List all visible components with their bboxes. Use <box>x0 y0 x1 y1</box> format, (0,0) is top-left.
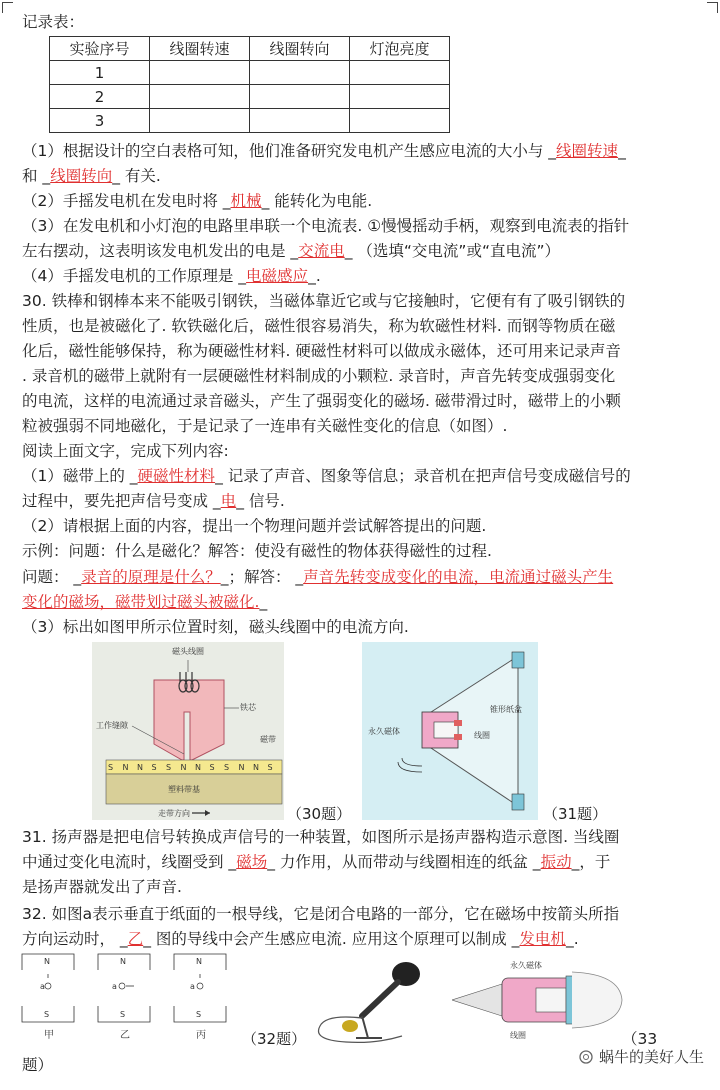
q30-line7: 阅读上面文字，完成下列内容: <box>22 442 229 460</box>
cone-label: 锥形纸盆 <box>490 705 522 714</box>
south-pole-label: S <box>120 1010 126 1019</box>
q30-example: 示例：问题：什么是磁化？解答：使没有磁性的物体获得磁性的过程. <box>22 542 492 560</box>
text: _. <box>308 267 321 285</box>
pole-label: S <box>108 763 114 772</box>
text: _，于 <box>571 853 611 871</box>
q30-sub3: （3）标出如图甲所示位置时刻，磁头线圈中的电流方向. <box>22 618 409 636</box>
pole-label: N <box>180 763 187 772</box>
text: _ <box>259 593 268 611</box>
q30-line5: 的电流，这样的电流通过录音磁头，产生了强弱变化的磁场. 磁带滑过时，磁带上的小颗 <box>22 392 621 410</box>
answer: 线圈转向 <box>50 167 113 185</box>
magnet-label: 永久磁体 <box>368 727 400 736</box>
table-cell <box>250 85 350 109</box>
text: 中通过变化电流时，线圈受到 _ <box>22 853 237 871</box>
q30-line4: . 录音机的磁带上就附有一层硬磁性材料制成的小颗粒. 录音时，声音先转变成强弱变化 <box>22 367 616 385</box>
tape-label: 磁带 <box>260 735 276 744</box>
corner-mark-right <box>707 2 718 13</box>
record-title: 记录表： <box>22 13 85 31</box>
caption-33-b: 题） <box>22 1056 54 1074</box>
coil-label: 线圈 <box>510 1031 526 1040</box>
q29-part2 <box>22 190 372 212</box>
q29-part4 <box>22 265 321 287</box>
cone-edge-bottom <box>512 794 524 810</box>
panel-label: 乙 <box>120 1030 130 1041</box>
table-cell <box>250 109 350 133</box>
text: _ 信号. <box>236 492 285 510</box>
pole-label: S <box>267 763 273 772</box>
figure-30-magnetic-head <box>92 642 284 820</box>
q29-part3-line2 <box>22 240 560 262</box>
caption-30: （30题） <box>287 805 352 823</box>
q32-line2 <box>22 928 579 950</box>
text: （1）根据设计的空白表格可知，他们准备研究发电机产生感应电流的大小与 _ <box>22 142 557 160</box>
pole-label: S <box>151 763 157 772</box>
text: （4）手摇发电机的工作原理是 _ <box>22 267 247 285</box>
record-table <box>49 36 450 133</box>
watermark-text: 蜗牛的美好人生 <box>598 1048 704 1066</box>
answer: 交流电 <box>298 242 345 260</box>
text: 左右摆动，这表明该发电机发出的电是 _ <box>22 242 299 260</box>
pole-label: N <box>238 763 245 772</box>
q30-sub1-line1 <box>22 465 631 487</box>
corner-mark-left <box>2 2 13 13</box>
panel-bing <box>174 954 226 1041</box>
pole-label: S <box>209 763 215 772</box>
wire-icon <box>119 983 125 989</box>
pole-label: N <box>137 763 143 772</box>
q30-line1: 30. 铁棒和钢棒本来不能吸引钢铁，当磁体靠近它或与它接触时，它便有有了吸引钢铁的 <box>22 292 626 310</box>
panel-jia <box>22 954 74 1041</box>
gap-label: 工作缝隙 <box>96 721 128 730</box>
text: _；解答： _ <box>220 568 304 586</box>
table-cell <box>150 61 250 85</box>
answer: 录音的原理是什么？ <box>81 568 221 586</box>
answer: 乙 <box>127 930 144 948</box>
wire-label: a <box>40 982 45 991</box>
panel-label: 丙 <box>196 1030 206 1041</box>
table-header-row <box>50 37 450 61</box>
snail-icon <box>577 1049 595 1065</box>
text: 过程中，要先把声信号变成 _ <box>22 492 221 510</box>
table-cell: 3 <box>50 109 150 133</box>
answer: 发电机 <box>519 930 566 948</box>
text: _ 力作用，从而带动与线圈相连的纸盆 _ <box>267 853 541 871</box>
table-row <box>50 85 450 109</box>
pole-label: N <box>253 763 259 772</box>
base-label: 塑料带基 <box>168 785 200 794</box>
text: _ 能转化为电能. <box>261 192 373 210</box>
caption-32: （32题） <box>242 1030 307 1048</box>
pole-label: S <box>224 763 230 772</box>
north-pole-label: N <box>120 957 126 966</box>
answer: 硬磁性材料 <box>137 467 216 485</box>
table-cell <box>150 85 250 109</box>
south-pole-label: S <box>44 1010 50 1019</box>
north-pole-label: N <box>44 957 50 966</box>
magnet-label: 永久磁体 <box>510 961 542 970</box>
text: _ <box>618 142 626 160</box>
q30-line3: 化后，磁性能够保持，称为硬磁性材料. 硬磁性材料可以做成永磁体，还可用来记录声音 <box>22 342 621 360</box>
q30-line6: 粒被强弱不同地磁化，于是记录了一连串有关磁性变化的信息（如图）. <box>22 417 508 435</box>
answer: 声音先转变成变化的电流，电流通过磁头产生 <box>303 568 614 586</box>
coil-label: 磁头线圈 <box>172 647 204 656</box>
microphone-image <box>306 954 436 1048</box>
q31-line3: 是扬声器就发出了声音. <box>22 878 182 896</box>
panel-yi <box>98 954 150 1041</box>
table-row <box>50 109 450 133</box>
pole-label: S <box>166 763 172 772</box>
answer: 电磁感应 <box>246 267 309 285</box>
answer: 变化的磁场，磁带划过磁头被磁化. <box>22 593 260 611</box>
core-label: 铁芯 <box>240 703 256 712</box>
caption-31: （31题） <box>543 805 608 823</box>
text: _ 记录了声音、图象等信息；录音机在把声信号变成磁信号的 <box>215 467 631 485</box>
table-header: 线圈转速 <box>150 37 250 61</box>
q31-line2 <box>22 851 610 873</box>
q29-part1-line1 <box>22 140 626 162</box>
q30-sub2: （2）请根据上面的内容，提出一个物理问题并尝试解答提出的问题. <box>22 517 487 535</box>
answer: 磁场 <box>236 853 268 871</box>
table-cell <box>150 109 250 133</box>
table-cell <box>350 85 450 109</box>
table-cell: 1 <box>50 61 150 85</box>
wire-label: a <box>190 982 195 991</box>
wire-icon <box>197 983 203 989</box>
figure-32-magnet-panels <box>18 952 238 1044</box>
text: 问题： _ <box>22 568 82 586</box>
cone-edge-top <box>512 652 524 668</box>
table-header: 线圈转向 <box>250 37 350 61</box>
q30-qa-line1 <box>22 566 613 588</box>
figure-31-loudspeaker <box>362 642 538 820</box>
q31-line1: 31. 扬声器是把电信号转换成声信号的一种装置，如图所示是扬声器构造示意图. 当线圈 <box>22 828 620 846</box>
q32-line1: 32. 如图a表示垂直于纸面的一根导线，它是闭合电路的一部分，它在磁场中按箭头所指 <box>22 905 620 923</box>
answer: 线圈转速 <box>556 142 619 160</box>
coil-label: 线圈 <box>474 731 490 740</box>
caption-33-a: （33 <box>622 1030 658 1048</box>
table-header: 实验序号 <box>50 37 150 61</box>
text: _. <box>565 930 579 948</box>
q29-part3-line1: （3）在发电机和小灯泡的电路里串联一个电流表. ①慢慢摇动手柄，观察到电流表的指针 <box>22 217 630 235</box>
table-cell <box>250 61 350 85</box>
clip-icon <box>342 1020 358 1032</box>
south-pole-label: S <box>196 1010 202 1019</box>
answer: 机械 <box>230 192 262 210</box>
text: （2）手摇发电机在发电时将 _ <box>22 192 231 210</box>
text: _ （选填“交电流”或“直电流”） <box>344 242 561 260</box>
text: _ 有关. <box>112 167 161 185</box>
text: 和 _ <box>22 167 51 185</box>
q29-part1-line2 <box>22 165 161 187</box>
pole-label: N <box>195 763 201 772</box>
table-header: 灯泡亮度 <box>350 37 450 61</box>
table-cell <box>350 109 450 133</box>
panel-label: 甲 <box>44 1030 54 1041</box>
microphone-handle <box>362 982 398 1016</box>
table-row <box>50 61 450 85</box>
direction-label: 走带方向 <box>158 809 190 818</box>
text: （1）磁带上的 _ <box>22 467 138 485</box>
coil <box>454 720 462 726</box>
table-cell <box>350 61 450 85</box>
answer: 振动 <box>540 853 572 871</box>
north-pole-label: N <box>196 957 202 966</box>
figure-33-microphone-section <box>452 954 628 1042</box>
watermark <box>577 1046 704 1067</box>
q30-qa-line2 <box>22 591 267 613</box>
text: _ 图的导线中会产生感应电流. 应用这个原理可以制成 _ <box>143 930 520 948</box>
table-cell: 2 <box>50 85 150 109</box>
wire-label: a <box>112 982 117 991</box>
mesh-cover <box>572 972 622 1028</box>
answer: 电 <box>220 492 237 510</box>
q30-line2: 性质，也是被磁化了. 软铁磁化后，磁性很容易消失，称为软磁性材料. 而钢等物质在磁 <box>22 317 616 335</box>
text: 方向运动时， _ <box>22 930 128 948</box>
wire-icon <box>45 983 51 989</box>
pole-label: N <box>122 763 129 772</box>
q30-sub1-line2 <box>22 490 285 512</box>
